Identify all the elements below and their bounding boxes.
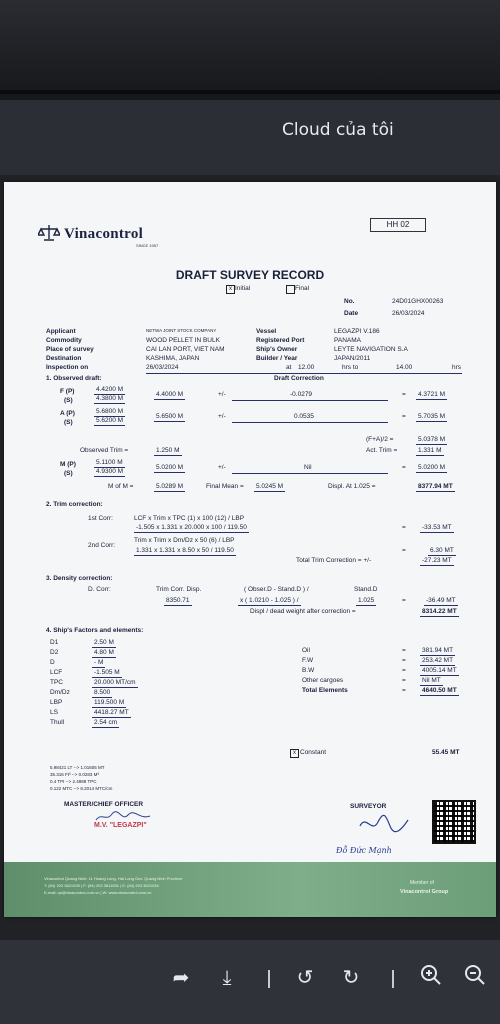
toolbar-divider	[268, 970, 270, 988]
factor-label: D2	[50, 649, 59, 656]
place-of-survey-label: Place of survey	[46, 346, 94, 353]
factor-label: LBP	[50, 699, 63, 706]
builder-year-value: JAPAN/2011	[334, 355, 371, 362]
density-disp-value: 8350.71	[166, 597, 190, 604]
inspection-at-value: 12.00	[298, 364, 315, 371]
inspection-label: Inspection on	[46, 364, 89, 371]
second-corr-result: 6.30 MT	[430, 547, 454, 554]
first-corr-result: -33.53 MT	[422, 524, 452, 531]
document-title: DRAFT SURVEY RECORD	[175, 268, 325, 282]
fwd-mean-draft: 4.4000 M	[156, 391, 184, 398]
aft-stbd-label: (S)	[64, 419, 73, 426]
record-no-label: No.	[344, 298, 355, 305]
density-values: x ( 1.0210 - 1.025 ) /	[240, 597, 299, 604]
fwd-stbd-draft: 4.3800 M	[96, 395, 124, 402]
element-label: F.W	[302, 657, 314, 664]
inspection-value: 26/03/2024	[146, 364, 179, 371]
second-corr-formula: Trim x Trim x Dm/Dz x 50 (6) / LBP	[134, 537, 235, 544]
first-corr-formula: LCF x Trim x TPC (1) x 100 (12) / LBP	[134, 515, 245, 522]
first-corr-label: 1st Corr:	[88, 515, 113, 522]
element-eq: =	[402, 657, 406, 664]
app-header	[0, 100, 500, 175]
redo-icon[interactable]: ↻	[342, 965, 360, 989]
element-eq: =	[402, 687, 406, 694]
observed-trim-label: Observed Trim =	[80, 447, 129, 454]
aft-eq: =	[402, 413, 406, 420]
density-eq: =	[402, 597, 406, 604]
fa2-label: (F+A)/2 =	[366, 436, 394, 443]
fwd-corr-line	[232, 400, 388, 401]
factor-value: 119.500 M	[94, 699, 125, 706]
observed-trim-value: 1.250 M	[156, 447, 180, 454]
aft-port-draft: 5.6800 M	[96, 408, 124, 415]
constant-value: 55.45 MT	[432, 749, 460, 756]
element-value: 381.94 MT	[422, 647, 454, 654]
footer-member-of: Member of	[410, 880, 434, 886]
aft-corrected-draft: 5.7035 M	[418, 413, 446, 420]
mid-corrected-draft: 5.0200 M	[418, 464, 446, 471]
aft-mean-draft: 5.6500 M	[156, 413, 184, 420]
vessel-label: Vessel	[256, 328, 277, 335]
record-no-value: 24D01GHX00263	[392, 298, 444, 305]
displ-value: 8377.94 MT	[418, 483, 453, 490]
factor-value: 20.000 MT/cm	[94, 679, 136, 686]
mid-mean-draft: 5.0200 M	[156, 464, 184, 471]
destination-value: KASHIMA, JAPAN	[146, 355, 200, 362]
displ-after-value: 8314.22 MT	[422, 608, 457, 615]
element-label: Other cargoes	[302, 677, 344, 684]
inspection-to-value: 14.00	[396, 364, 413, 371]
section-density-correction: 3. Density correction:	[46, 575, 113, 582]
registered-port-label: Registered Port	[256, 337, 305, 344]
footer-group: Vinacontrol Group	[400, 889, 449, 895]
constant-checkbox: x	[290, 749, 299, 758]
factor-value: - M	[94, 659, 104, 666]
element-label: B.W	[302, 667, 315, 674]
checkbox-final-label: Final	[295, 285, 310, 292]
total-trim-corr-value: -27.23 MT	[422, 557, 452, 564]
ships-owner-label: Ship's Owner	[256, 346, 298, 353]
aft-corr-line	[232, 422, 388, 423]
factor-label: Dm/Dz	[50, 689, 70, 696]
applicant-label: Applicant	[46, 328, 76, 335]
density-corr-label: D. Corr:	[88, 586, 111, 593]
commodity-label: Commodity	[46, 337, 82, 344]
footer-contact: T: (84) 203 3621035 | F: (84) 203 3811831 | E: (84) 203 3621034	[44, 883, 159, 888]
first-corr-eq: =	[402, 524, 406, 531]
density-formula-head3: Stand.D	[354, 586, 378, 593]
factor-label: Thull	[50, 719, 65, 726]
total-elements-value: 4640.50 MT	[422, 687, 457, 694]
record-date-label: Date	[344, 310, 359, 317]
second-corr-values: 1.331 x 1.331 x 8.50 x 50 / 119.50	[136, 547, 234, 554]
element-value: 253.42 MT	[422, 657, 454, 664]
fwd-corrected-draft: 4.3721 M	[418, 391, 446, 398]
app-title: Cloud của tôi	[282, 120, 394, 140]
aft-port-label: A (P)	[60, 410, 75, 417]
commodity-value: WOOD PELLET IN BULK	[146, 337, 220, 344]
total-elements-label: Total Elements	[302, 687, 348, 694]
displ-after-label: Displ / dead weight after correction =	[250, 608, 356, 615]
surveyor-signature-icon	[356, 812, 412, 836]
fwd-port-label: F (P)	[60, 388, 75, 395]
undo-icon[interactable]: ↺	[296, 965, 314, 989]
factor-value: 4418.27 MT	[94, 709, 129, 716]
final-mean-label: Final Mean =	[206, 483, 244, 490]
fwd-stbd-label: (S)	[64, 397, 73, 404]
final-mean-value: 5.0245 M	[256, 483, 284, 490]
surveyor-label: SURVEYOR	[350, 803, 387, 810]
factor-value: 2.50 M	[94, 639, 114, 646]
factor-label: D	[50, 659, 55, 666]
master-label: MASTER/CHIEF OFFICER	[64, 801, 144, 808]
section-observed-draft: 1. Observed draft:	[46, 375, 102, 382]
mid-port-draft: 5.1100 M	[96, 459, 123, 466]
factor-label: LCF	[50, 669, 63, 676]
surveyor-name: Đỗ Đức Mạnh	[336, 846, 392, 855]
element-eq: =	[402, 677, 406, 684]
inspection-at-label: at	[286, 364, 292, 371]
density-stand-value: 1.025	[358, 597, 375, 604]
info-underline	[146, 373, 462, 374]
aft-correction: 0.0535	[294, 413, 314, 420]
conversion-note: 0.122 MTC --> 8.2014 MTC/cm	[50, 786, 113, 791]
factor-value: 4.80 M	[94, 649, 114, 656]
first-corr-values: -1.505 x 1.331 x 20.000 x 100 / 119.50	[136, 524, 247, 531]
act-trim-value: 1.331 M	[418, 447, 442, 454]
mid-pm: +/-	[218, 464, 226, 471]
mid-eq: =	[402, 464, 406, 471]
download-icon[interactable]: ⤓	[222, 965, 232, 989]
mid-corr-line	[232, 473, 388, 474]
destination-label: Destination	[46, 355, 82, 362]
section-trim-correction: 2. Trim correction:	[46, 501, 103, 508]
builder-year-label: Builder / Year	[256, 355, 298, 362]
brand-name: Vinacontrol	[64, 226, 144, 242]
checkbox-initial: x	[226, 285, 235, 294]
registered-port-value: PANAMA	[334, 337, 361, 344]
footer-email: E-mail: qn@vinacontrol.com.vn | W: www.vinacontrol.com.vn	[44, 890, 152, 895]
ships-owner-value: LEYTE NAVIGATION S.A	[334, 346, 408, 353]
element-value: 4005.14 MT	[422, 667, 457, 674]
second-corr-label: 2nd Corr:	[88, 542, 116, 549]
mofm-value: 5.0289 M	[156, 483, 184, 490]
displ-label: Displ. At 1.025 =	[328, 483, 376, 490]
conversion-note: 0.4 TPI --> 2.4888 TPC	[50, 779, 97, 784]
checkbox-initial-label: Initial	[235, 285, 251, 292]
density-result: -36.49 MT	[426, 597, 456, 604]
element-eq: =	[402, 667, 406, 674]
toolbar-divider	[392, 970, 394, 988]
section-ships-factors: 4. Ship's Factors and elements:	[46, 627, 144, 634]
draft-survey-document	[4, 182, 496, 917]
density-formula-head: Trim Corr. Disp.	[156, 586, 202, 593]
checkbox-final	[286, 285, 295, 294]
density-formula-head2: ( Obser.D - Stand.D ) /	[244, 586, 309, 593]
record-date-value: 26/03/2024	[392, 310, 425, 317]
master-stamp: M.V. "LEGAZPI"	[94, 822, 147, 829]
applicant-value: NETWA JOINT STOCK COMPANY	[146, 328, 217, 333]
element-value: Nil MT	[422, 677, 441, 684]
conversion-note: 35.316 Ft³ --> 0.0283 M³	[50, 772, 99, 777]
fwd-correction: -0.0279	[290, 391, 313, 398]
factor-label: TPC	[50, 679, 63, 686]
footer-company: Vinacontrol Quang Ninh: 11 Hoang Long, Hai Long Gov. Quang Ninh Province	[44, 876, 183, 881]
zoom-in-icon[interactable]	[418, 964, 444, 990]
fwd-pm: +/-	[218, 391, 226, 398]
factor-value: -1.505 M	[94, 669, 120, 676]
fa2-value: 5.0378 M	[418, 436, 446, 443]
document-footer	[4, 862, 496, 917]
place-of-survey-value: CAI LAN PORT, VIET NAM	[146, 346, 225, 353]
element-eq: =	[402, 647, 406, 654]
qr-code-icon	[432, 800, 476, 844]
aft-stbd-draft: 5.6200 M	[96, 417, 124, 424]
vessel-value: LEGAZPI V.186	[334, 328, 380, 335]
second-corr-eq: =	[402, 547, 406, 554]
form-code: HH 02	[370, 218, 426, 232]
brand-since: SINCE 1957	[136, 243, 159, 248]
aft-pm: +/-	[218, 413, 226, 420]
fwd-eq: =	[402, 391, 406, 398]
element-label: Oil	[302, 647, 310, 654]
zoom-out-icon[interactable]	[462, 964, 488, 990]
mid-correction: Nil	[304, 464, 312, 471]
total-trim-corr-label: Total Trim Correction = +/-	[296, 557, 372, 564]
conversion-note: 5.98421 LT --> 1.01605 MT	[50, 765, 105, 770]
constant-label: Constant	[300, 749, 327, 756]
fwd-port-draft: 4.4200 M	[96, 386, 124, 393]
factor-value: 8.500	[94, 689, 111, 696]
draft-correction-label: Draft Correction	[274, 375, 324, 382]
top-bezel	[0, 0, 500, 100]
vinacontrol-logo-icon	[38, 224, 60, 242]
inspection-to-label: hrs to	[342, 364, 359, 371]
factor-label: D1	[50, 639, 59, 646]
inspection-hrs-label: hrs	[452, 364, 462, 371]
act-trim-label: Act. Trim =	[366, 447, 398, 454]
factor-label: LS	[50, 709, 58, 716]
factor-value: 2.54 cm	[94, 719, 118, 726]
mid-stbd-label: (S)	[64, 470, 73, 477]
mofm-label: M of M =	[108, 483, 134, 490]
share-icon[interactable]: ➦	[172, 965, 190, 989]
mid-stbd-draft: 4.9300 M	[96, 468, 124, 475]
mid-port-label: M (P)	[60, 461, 76, 468]
